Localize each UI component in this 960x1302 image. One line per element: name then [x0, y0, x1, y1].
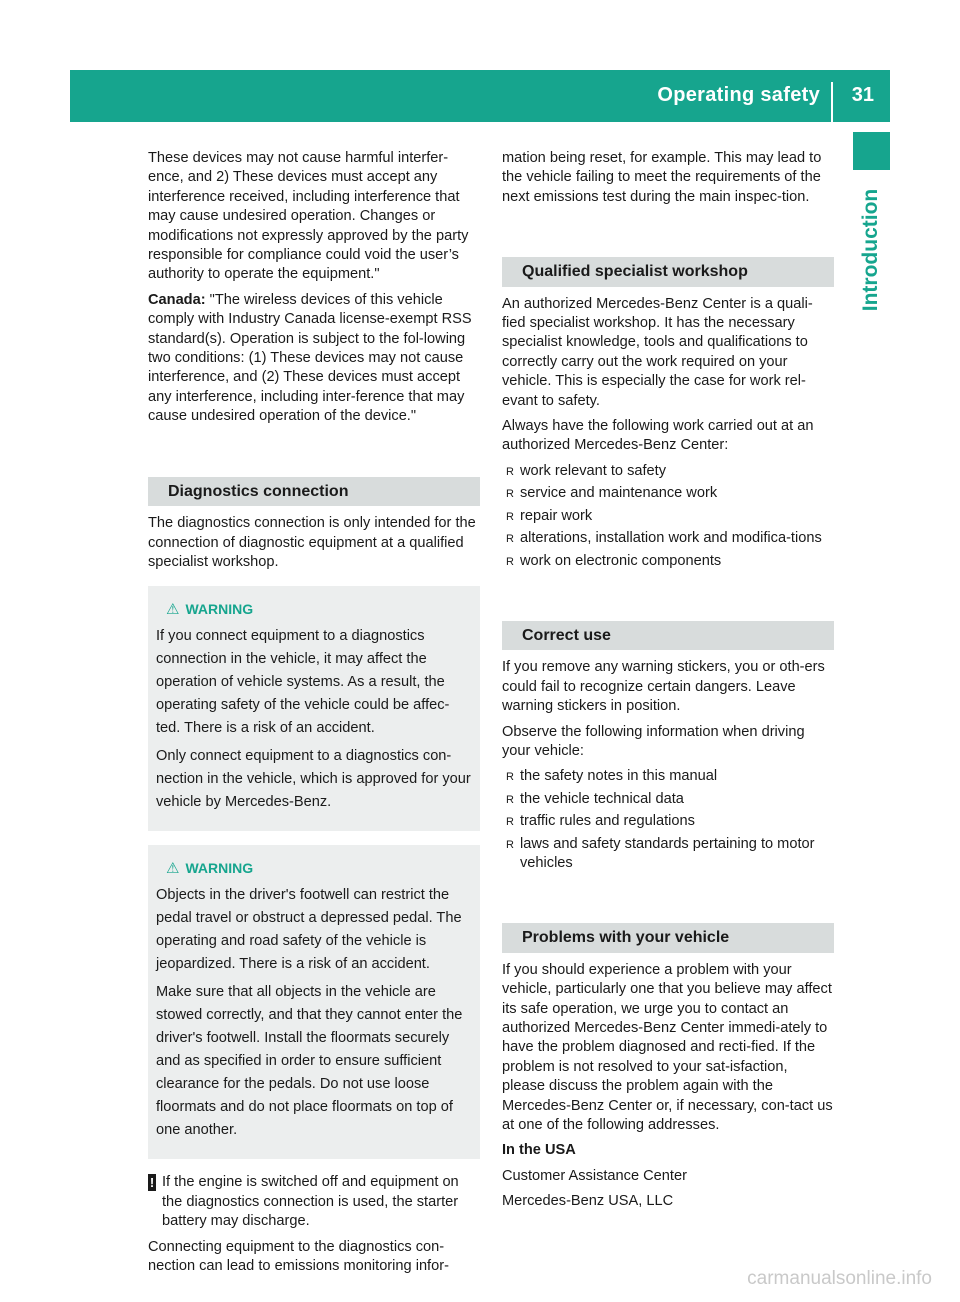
list-item: [502, 507, 834, 526]
paragraph: If you should experience a problem with your vehicle, particularly one that you believe may affect its safe operation, we urge you to contact an authorized Mercedes-Benz Center immedi-ately to have the problem diagnosed and recti-fied. If the problem is not resolved to your sat-isfaction, please discuss the problem again with the Mercedes-Benz Center or, if necessary, con-tact us at one of the following addresses.: [502, 961, 833, 1134]
header-separator: [831, 82, 833, 122]
side-tab: [841, 180, 901, 320]
bullet-icon: R: [506, 465, 514, 478]
warning-text: If you connect equipment to a diagnostics connection in the vehicle, it may affect the operation of vehicle systems. As a result, the operating safety of the vehicle could be affec-ted. There is a risk of an accident.: [156, 628, 450, 737]
note: [148, 1173, 480, 1231]
bullet-icon: R: [506, 838, 514, 851]
paragraph: [148, 291, 480, 427]
list-item: [502, 790, 834, 809]
heading-diagnostics-connection: Diagnostics connection: [148, 477, 480, 506]
warning-text: Objects in the driver's footwell can restrict the pedal travel or obstruct a depressed pedal. The operating and road safety of the vehicle is jeopardized. There is a risk of an accident.: [156, 887, 462, 973]
bullet-icon: R: [506, 488, 514, 501]
list-item-text: work relevant to safety: [520, 462, 667, 479]
list-item-text: the safety notes in this manual: [520, 768, 718, 785]
right-column: [502, 149, 834, 1218]
address-line: Customer Assistance Center: [502, 1167, 687, 1184]
warning-text: Make sure that all objects in the vehicle are stowed correctly, and that they cannot enter the driver's footwell. Install the floormats securely and as specified in order to ensure sufficient clearance for the pedals. Do not use loose floormats and do not place floormats on top of one another.: [156, 984, 463, 1139]
label-usa: In the USA: [502, 1142, 576, 1159]
bullet-icon: R: [506, 816, 514, 829]
page-number: 31: [851, 84, 874, 106]
list-item: [502, 484, 834, 503]
warning-box: [148, 845, 480, 1159]
list-item-text: repair work: [520, 507, 593, 524]
paragraph: The diagnostics connection is only intended for the connection of diagnostic equipment at a qualified specialist workshop.: [148, 515, 476, 570]
list-item: [502, 529, 834, 548]
list-item: [502, 552, 834, 571]
paragraph: If you remove any warning stickers, you or oth-ers could fail to recognize certain dangers. Leave warning stickers in position.: [502, 659, 825, 715]
warning-header: [156, 598, 472, 621]
warning-label: WARNING: [185, 601, 254, 618]
list-item: [502, 812, 834, 831]
list-item: [502, 767, 834, 786]
list-item-text: traffic rules and regulations: [520, 813, 695, 830]
canada-text: "The wireless devices of this vehicle comply with Industry Canada license-exempt RSS standard(s). Operation is subject to the fol-lowing two conditions: (1) These devices may not cause interference, and (2) These devices must accept any interference, including inter-ference that may cause undesired operation of the device.": [148, 291, 472, 425]
bullet-icon: R: [506, 533, 514, 546]
list-item-text: work on electronic components: [520, 552, 722, 569]
paragraph: These devices may not cause harmful interfer-ence, and 2) These devices must accept any interference received, including interference that may cause undesired operation. Changes or modifications not expressly approved by the party responsible for compliance could void the user’s authority to operate the equipment.": [148, 150, 469, 283]
label-canada: Canada:: [148, 291, 206, 308]
left-column: [148, 149, 480, 1282]
exclamation-icon: !: [149, 1175, 155, 1191]
warning-triangle-icon: ⚠: [166, 860, 180, 878]
list-item: [502, 462, 834, 481]
side-tab-label: Introduction: [859, 188, 882, 312]
bullet-icon: R: [506, 771, 514, 784]
paragraph: Connecting equipment to the diagnostics con-nection can lead to emissions monitoring infor-: [148, 1238, 449, 1274]
side-tab-block: [853, 132, 890, 170]
warning-header: [156, 857, 472, 880]
section-title: Operating safety: [657, 84, 820, 106]
warning-box: [148, 586, 480, 831]
paragraph: Always have the following work carried out at an authorized Mercedes-Benz Center:: [502, 418, 814, 454]
page-header: [70, 70, 890, 122]
warning-triangle-icon: ⚠: [166, 601, 180, 619]
list-item-text: service and maintenance work: [520, 485, 718, 502]
warning-text: Only connect equipment to a diagnostics con-nection in the vehicle, which is approved for your vehicle by Mercedes-Benz.: [156, 748, 471, 811]
list-item-text: laws and safety standards pertaining to motor vehicles: [520, 835, 815, 871]
bullet-icon: R: [506, 510, 514, 523]
list-item-text: alterations, installation work and modifica-tions: [520, 530, 822, 547]
warning-label: WARNING: [185, 860, 254, 877]
heading-qualified-specialist-workshop: Qualified specialist workshop: [502, 257, 834, 286]
bullet-icon: R: [506, 555, 514, 568]
paragraph: mation being reset, for example. This may lead to the vehicle failing to meet the requirements of the next emissions test during the main inspec-tion.: [502, 150, 822, 205]
list-item: [502, 835, 834, 874]
note-text: If the engine is switched off and equipment on the diagnostics connection is used, the starter battery may discharge.: [162, 1174, 459, 1230]
bullet-list: [502, 462, 834, 571]
heading-correct-use: Correct use: [502, 621, 834, 650]
paragraph: Observe the following information when driving your vehicle:: [502, 723, 805, 759]
address-line: Mercedes-Benz USA, LLC: [502, 1193, 674, 1210]
bullet-list: [502, 767, 834, 873]
list-item-text: the vehicle technical data: [520, 790, 684, 807]
paragraph: [502, 1141, 834, 1160]
bullet-icon: R: [506, 793, 514, 806]
watermark: carmanualsonline.info: [747, 1268, 932, 1289]
heading-problems-with-your-vehicle: Problems with your vehicle: [502, 923, 834, 952]
paragraph: An authorized Mercedes-Benz Center is a quali-fied specialist workshop. It has the necessary specialist knowledge, tools and qualifications to correctly carry out the work required on your vehicle. This is especially the case for work rel-evant to safety.: [502, 295, 813, 409]
